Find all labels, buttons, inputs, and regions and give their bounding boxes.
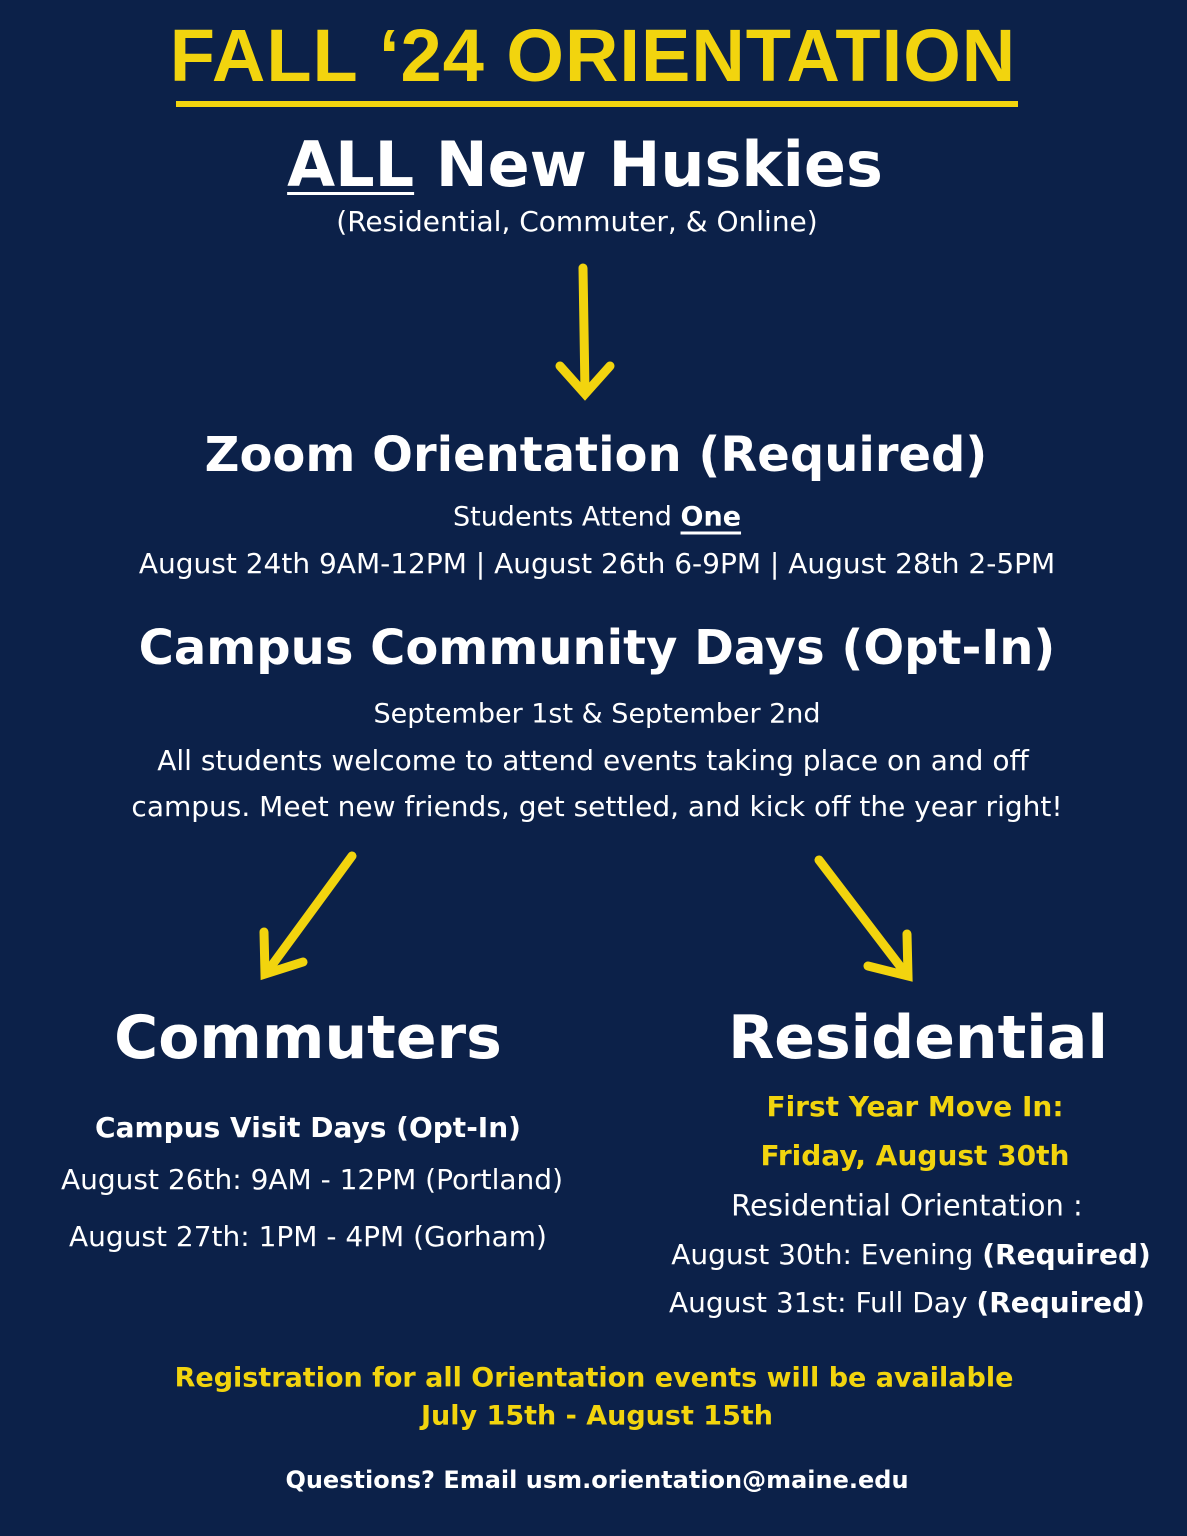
residential-item bbox=[669, 1286, 1145, 1319]
zoom-attend-emphasis: One bbox=[680, 501, 742, 533]
audience-emphasis: ALL bbox=[287, 128, 415, 201]
residential-item-text: August 30th: Evening bbox=[671, 1238, 983, 1271]
zoom-attend-prefix: Students Attend bbox=[452, 501, 681, 533]
community-desc-2: campus. Meet new friends, get settled, and kick off the year right! bbox=[131, 790, 1063, 823]
registration-line-1: Registration for all Orientation events will be available bbox=[174, 1362, 1014, 1394]
audience-heading bbox=[287, 128, 883, 201]
community-heading: Campus Community Days (Opt-In) bbox=[138, 620, 1056, 676]
arrow-down-left-icon bbox=[264, 856, 352, 974]
zoom-attend bbox=[452, 501, 742, 533]
audience-rest: New Huskies bbox=[414, 128, 883, 201]
move-in-date: Friday, August 30th bbox=[760, 1139, 1070, 1172]
residential-item bbox=[671, 1238, 1151, 1271]
registration-line-2: July 15th - August 15th bbox=[421, 1400, 773, 1432]
zoom-heading: Zoom Orientation (Required) bbox=[204, 427, 988, 483]
move-in-label: First Year Move In: bbox=[766, 1090, 1064, 1123]
zoom-dates: August 24th 9AM-12PM | August 26th 6-9PM | August 28th 2-5PM bbox=[138, 547, 1056, 580]
commuters-subheading: Campus Visit Days (Opt-In) bbox=[95, 1111, 521, 1144]
residential-orientation-label: Residential Orientation : bbox=[731, 1188, 1083, 1223]
audience-subtitle: (Residential, Commuter, & Online) bbox=[336, 205, 818, 238]
required-tag: (Required) bbox=[976, 1286, 1145, 1319]
residential-heading: Residential bbox=[728, 1003, 1108, 1073]
contact-email: Questions? Email usm.orientation@maine.edu bbox=[285, 1466, 909, 1494]
arrow-down-right-icon bbox=[819, 860, 908, 976]
residential-item-text: August 31st: Full Day bbox=[669, 1286, 977, 1319]
commuters-item: August 26th: 9AM - 12PM (Portland) bbox=[61, 1163, 563, 1196]
commuters-heading: Commuters bbox=[114, 1003, 502, 1073]
commuters-item: August 27th: 1PM - 4PM (Gorham) bbox=[69, 1220, 547, 1253]
community-dates: September 1st & September 2nd bbox=[373, 698, 821, 730]
required-tag: (Required) bbox=[982, 1238, 1151, 1271]
arrow-down-icon bbox=[560, 268, 610, 394]
page-title: FALL ‘24 ORIENTATION bbox=[169, 14, 1017, 97]
community-desc-1: All students welcome to attend events taking place on and off bbox=[157, 744, 1029, 777]
